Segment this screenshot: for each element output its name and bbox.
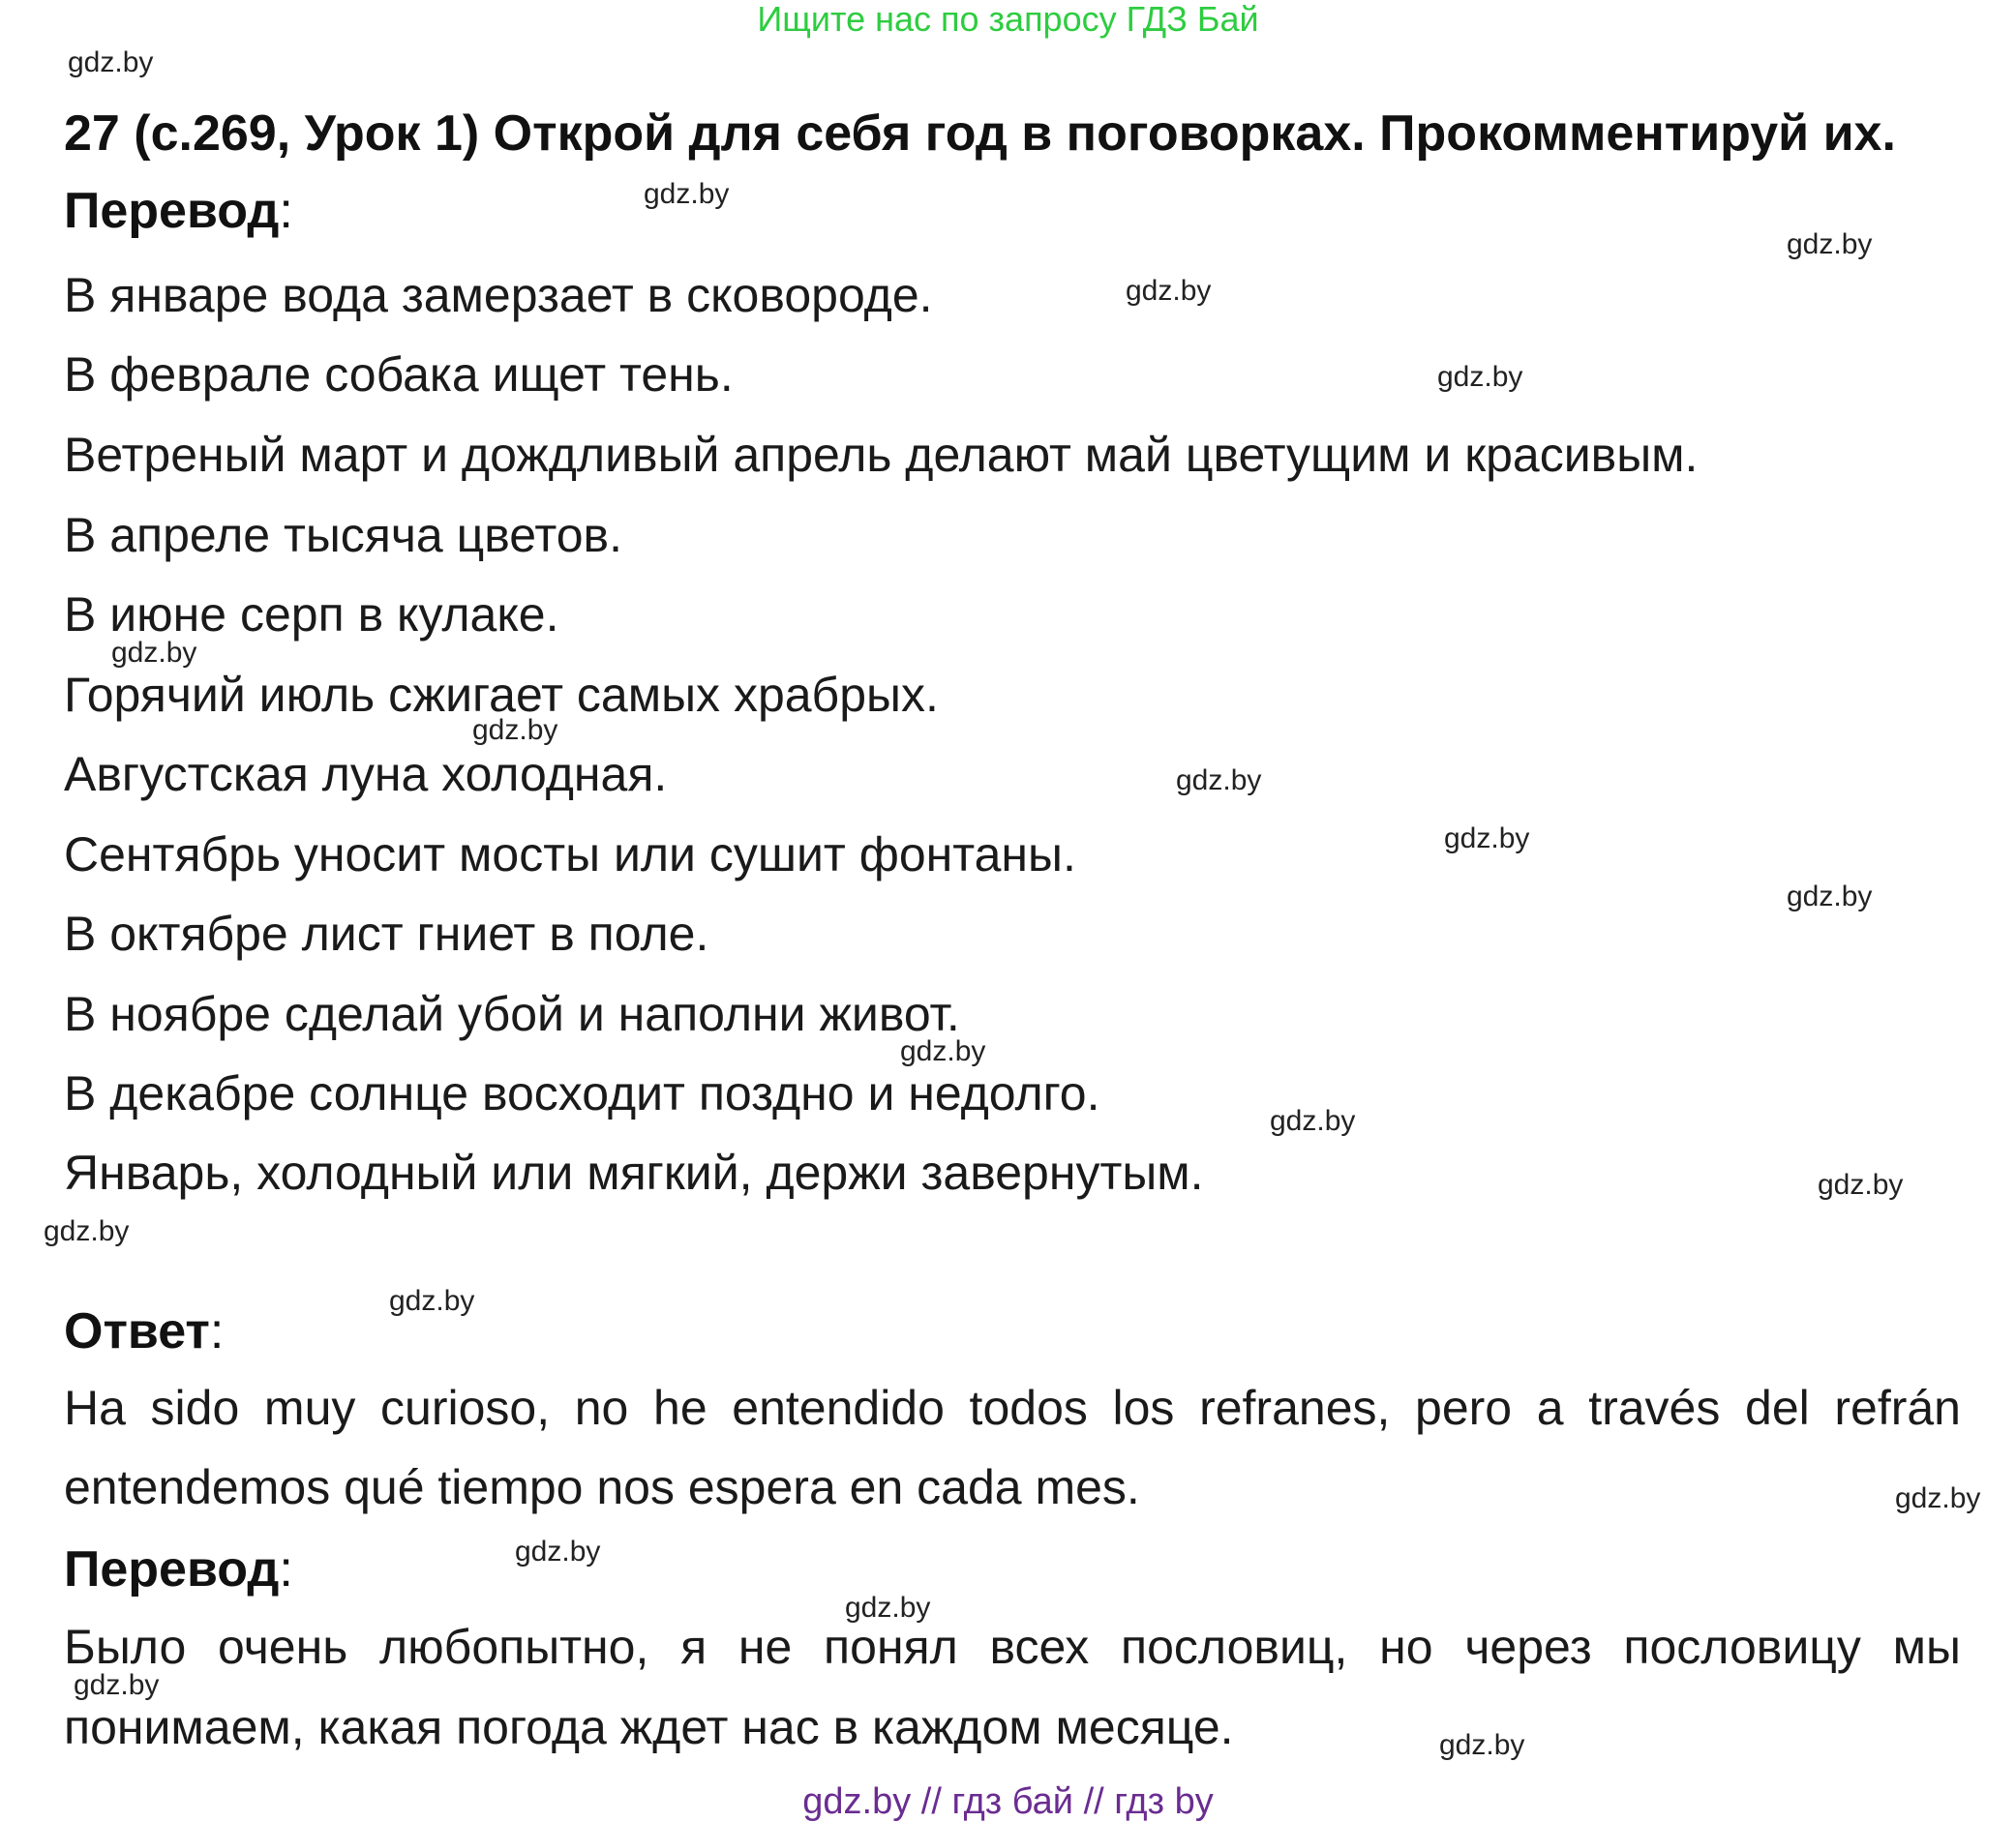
saying-line: В июне серп в кулаке. — [64, 587, 559, 642]
saying-line: В феврале собака ищет тень. — [64, 347, 734, 402]
saying-line: В апреле тысяча цветов. — [64, 508, 623, 562]
answer-translation-heading-text: Перевод — [64, 1541, 280, 1598]
watermark: gdz.by — [1270, 1105, 1356, 1137]
watermark: gdz.by — [44, 1215, 130, 1247]
answer-translation-heading-colon: : — [279, 1541, 293, 1598]
saying-line: В декабре солнце восходит поздно и недолго. — [64, 1066, 1100, 1120]
saying-line: Сентябрь уносит мосты или сушит фонтаны. — [64, 827, 1076, 881]
watermark: gdz.by — [1787, 228, 1873, 260]
answer-heading-colon: : — [209, 1303, 225, 1359]
watermark: gdz.by — [845, 1592, 931, 1624]
watermark: gdz.by — [1444, 822, 1530, 854]
answer-translation-line: Было очень любопытно, я не понял всех пословиц, но через пословицу мы — [64, 1620, 1961, 1674]
watermark: gdz.by — [1176, 764, 1262, 796]
exercise-title: 27 (с.269, Урок 1) Открой для себя год в поговорках. Прокомментируй их. — [64, 105, 1896, 162]
saying-line: В январе вода замерзает в сковороде. — [64, 268, 933, 322]
watermark: gdz.by — [1437, 361, 1523, 393]
answer-line: Ha sido muy curioso, no he entendido todos los refranes, pero a través del refrán — [64, 1381, 1961, 1435]
saying-line: Январь, холодный или мягкий, держи завернутым. — [64, 1146, 1204, 1200]
top-banner: Ищите нас по запросу ГДЗ Бай — [757, 0, 1259, 39]
watermark: gdz.by — [111, 637, 197, 669]
answer-translation-heading — [64, 1538, 293, 1600]
answer-heading-text: Ответ — [64, 1303, 210, 1359]
watermark: gdz.by — [644, 178, 730, 210]
answer-translation-line: понимаем, какая погода ждет нас в каждом месяце. — [64, 1700, 1234, 1754]
watermark: gdz.by — [900, 1035, 986, 1067]
translation-heading-colon: : — [279, 183, 293, 239]
watermark: gdz.by — [1818, 1169, 1904, 1201]
saying-line: В ноябре сделай убой и наполни живот. — [64, 987, 960, 1041]
watermark: gdz.by — [515, 1536, 601, 1568]
watermark: gdz.by — [1439, 1729, 1525, 1761]
watermark: gdz.by — [472, 714, 558, 746]
watermark: gdz.by — [1126, 275, 1212, 307]
watermark: gdz.by — [74, 1669, 160, 1701]
saying-line: В октябре лист гниет в поле. — [64, 907, 709, 961]
watermark: gdz.by — [1895, 1482, 1981, 1514]
translation-heading-text: Перевод — [64, 183, 280, 239]
answer-heading — [64, 1300, 224, 1362]
translation-heading — [64, 180, 293, 242]
watermark: gdz.by — [68, 46, 154, 78]
saying-line: Горячий июль сжигает самых храбрых. — [64, 668, 939, 722]
saying-line: Августская луна холодная. — [64, 747, 668, 801]
footer-links: gdz.by // гдз бай // гдз by — [802, 1781, 1214, 1822]
answer-line: entendemos qué tiempo nos espera en cada mes. — [64, 1460, 1140, 1514]
saying-line: Ветреный март и дождливый апрель делают май цветущим и красивым. — [64, 428, 1699, 482]
watermark: gdz.by — [1787, 881, 1873, 912]
watermark: gdz.by — [389, 1285, 475, 1317]
